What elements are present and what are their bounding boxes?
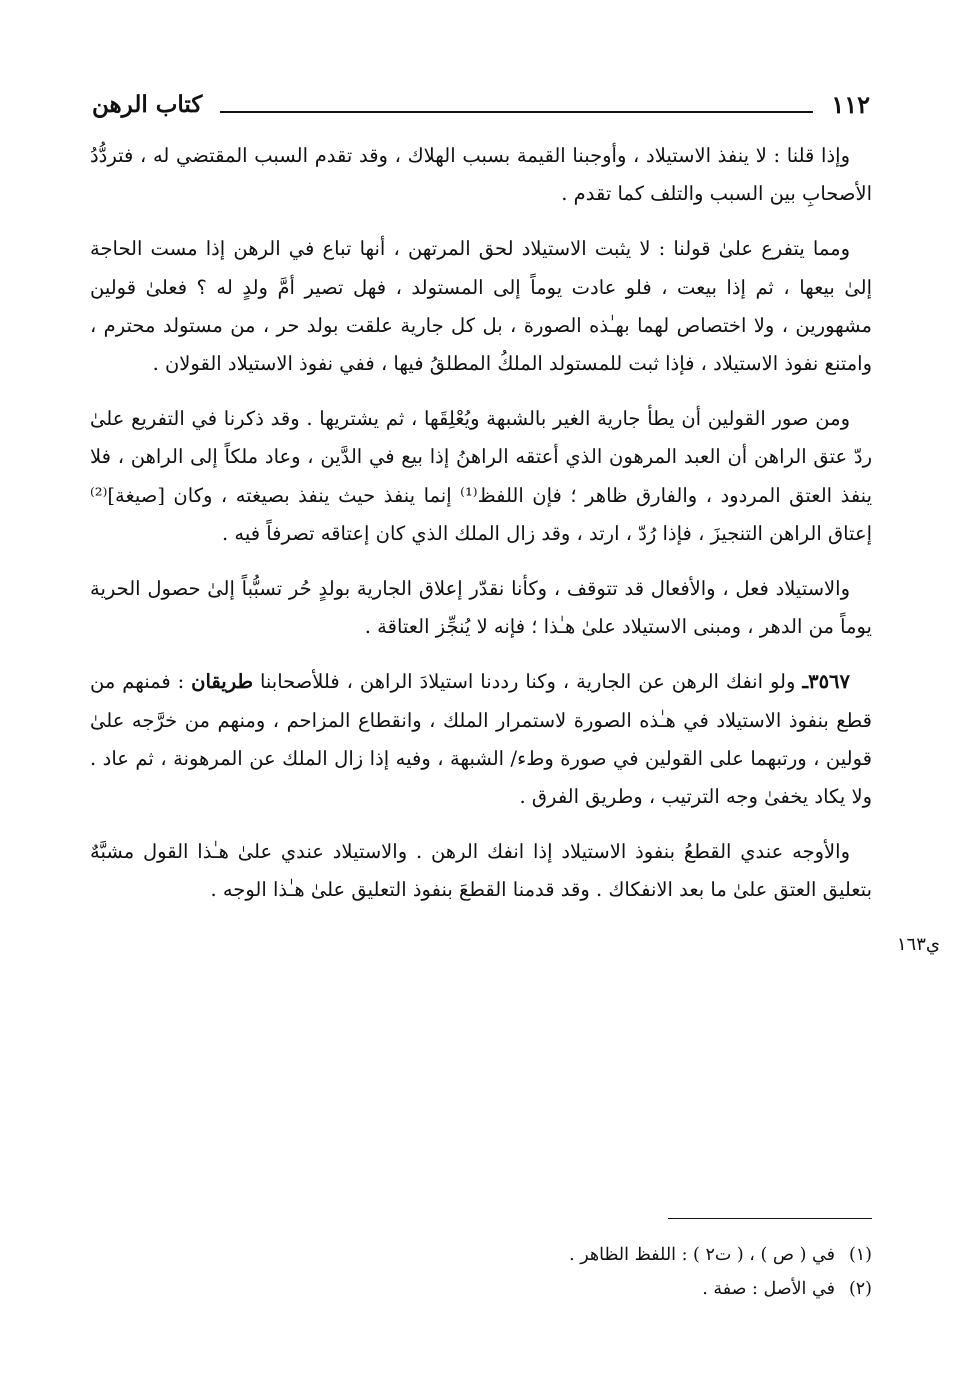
- issue-number: ٣٥٦٧ـ: [802, 670, 850, 694]
- paragraph-2: ومما يتفرع علىٰ قولنا : لا يثبت الاستيلاد لحق المرتهن ، أنها تباع في الرهن إذا مست الحاجة إلىٰ بيعها ، ثم إذا بيعت ، فلو عادت يوماً إلى المستولد ، فهل تصير أمَّ ولدٍ له ؟ فعلىٰ قولين مشهورين ، ولا اختصاص لهما بهـٰذه الصورة ، بل كل جارية علقت بولد حر ، من مستولد محترم ، وامتنع نفوذ الاستيلاد ، فإذا ثبت للمستولد الملكُ المطلقُ فيها ، ففي نفوذ الاستيلاد القولان .: [90, 237, 872, 376]
- footnote-1-number: (١): [848, 1245, 872, 1265]
- footnote-2-number: (٢): [848, 1279, 872, 1299]
- footnote-2-text: في الأصل : صفة .: [702, 1279, 835, 1299]
- issue-bold-word: طريقان: [191, 670, 253, 694]
- footnotes: [420, 1238, 872, 1306]
- paragraph-last: والأوجه عندي القطعُ بنفوذ الاستيلاد إذا انفك الرهن . والاستيلاد عندي علىٰ هـٰذا القول مشبَّهٌ بتعليق العتق علىٰ ما بعد الانفكاك . وقد قدمنا القطعَ بنفوذ التعليق علىٰ هـٰذا الوجه .: [90, 840, 872, 902]
- issue-paragraph: [90, 663, 872, 816]
- paragraph-4: والاستيلاد فعل ، والأفعال قد تتوقف ، وكأنا نقدّر إعلاق الجارية بولدٍ حُر تسبُّباً إلىٰ حصول الحرية يوماً من الدهر ، ومبنى الاستيلاد علىٰ هـٰذا ؛ فإنه لا يُنجِّز العتاقة .: [90, 577, 872, 639]
- paragraph-3: ومن صور القولين أن يطأ جارية الغير بالشبهة ويُعْلِقَها ، ثم يشتريها . وقد ذكرنا في التفريع علىٰ ردّ عتق الراهن أن العبد المرهون الذي أعتقه الراهنُ إذا بيع في الدَّين ، وعاد ملكاً إلى الراهن ، فلا ينفذ العتق المردود ، والفارق ظاهر ؛ فإن اللفظ⁽¹⁾ إنما ينفذ حيث ينفذ بصيغته ، وكان [صيغة]⁽²⁾ إعتاق الراهن التنجيزَ ، فإذا رُدّ ، ارتد ، وقد زال الملك الذي كان إعتاقه تصرفاً فيه .: [90, 407, 872, 545]
- footnote-2: [420, 1272, 872, 1306]
- header-rule: [220, 111, 813, 113]
- issue-text-after: : فمنهم من قطع بنفوذ الاستيلاد في هـٰذه الصورة لاستمرار الملك ، وانقطاع المزاحم ، ومنهم من خرَّجه علىٰ قولين ، ورتبهما على القولين في صورة وطء/ الشبهة ، وفيه إذا زال الملك عن المرهونة ، ثم عاد . ولا يكاد يخفىٰ وجه الترتيب ، وطريق الفرق .: [90, 670, 872, 809]
- issue-text-before: ولو انفك الرهن عن الجارية ، وكنا رددنا استيلادَ الراهن ، فللأصحابنا: [259, 670, 796, 694]
- running-title: كتاب الرهن: [92, 90, 203, 118]
- footnote-1: [420, 1238, 872, 1272]
- footnote-1-text: في ( ص ) ، ( ت٢ ) : اللفظ الظاهر .: [569, 1245, 835, 1265]
- body-text: [90, 137, 872, 927]
- paragraph-1: وإذا قلنا : لا ينفذ الاستيلاد ، وأوجبنا القيمة بسبب الهلاك ، وقد تقدم السبب المقتضي له ، فتردُّدُ الأصحابِ بين السبب والتلف كما تقدم .: [90, 144, 872, 206]
- page-number: ١١٢: [831, 89, 870, 119]
- page-header: [92, 84, 870, 124]
- footnote-rule: [668, 1218, 872, 1219]
- manuscript-folio-note: ي١٦٣: [896, 934, 940, 955]
